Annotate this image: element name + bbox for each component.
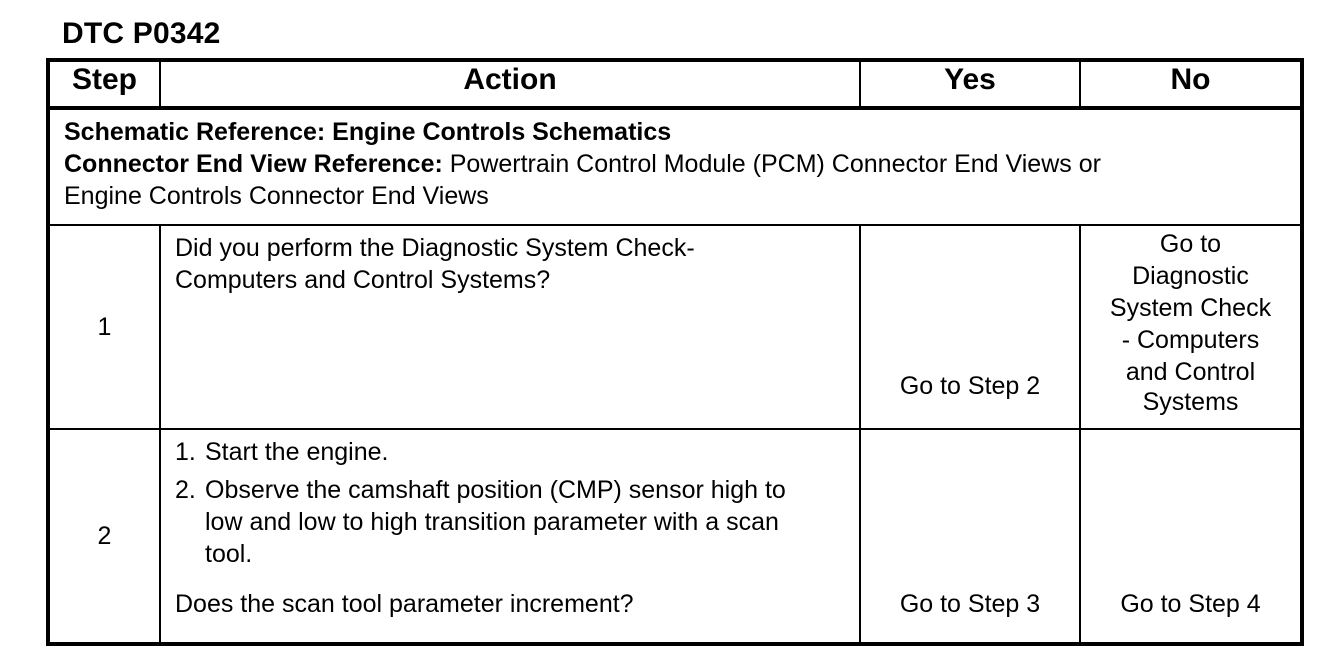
action-line: Did you perform the Diagnostic System Check- xyxy=(175,234,695,262)
no-line: Go to xyxy=(1159,230,1222,258)
substep-number: 1. xyxy=(175,438,196,466)
substep-list xyxy=(175,436,849,570)
substep-text: Start the engine. xyxy=(205,438,389,466)
no-cell xyxy=(1080,225,1302,429)
no-line: System Check xyxy=(1109,294,1272,322)
connector-reference xyxy=(64,148,1290,180)
no-line: Systems xyxy=(1142,388,1239,416)
header-row xyxy=(48,60,1302,108)
substep-text: Observe the camshaft position (CMP) sensor high to low and low to high transition parameter with a scan tool. xyxy=(205,476,786,568)
connector-reference-text-1: Powertrain Control Module (PCM) Connector End Views or xyxy=(442,150,1101,178)
no-result: Go to Step 4 xyxy=(1120,590,1261,618)
no-line: Diagnostic xyxy=(1132,262,1249,290)
list-item xyxy=(175,474,849,570)
yes-cell xyxy=(860,429,1080,644)
yes-result: Go to Step 3 xyxy=(899,590,1041,618)
schematic-reference: Schematic Reference: Engine Controls Schematics xyxy=(64,118,672,146)
action-question: Does the scan tool parameter increment? xyxy=(175,590,634,618)
header-step: Step xyxy=(48,60,160,108)
connector-reference-label: Connector End View Reference: xyxy=(64,150,443,178)
substep-number: 2. xyxy=(175,476,196,504)
step-number: 1 xyxy=(48,225,160,429)
no-line: and Control xyxy=(1125,358,1256,386)
action-cell xyxy=(160,429,860,644)
connector-reference-text-2: Engine Controls Connector End Views xyxy=(64,182,489,210)
yes-cell xyxy=(860,225,1080,429)
list-item xyxy=(175,436,849,468)
table-row xyxy=(48,429,1302,644)
no-cell xyxy=(1080,429,1302,644)
step-number: 2 xyxy=(48,429,160,644)
document-title: DTC P0342 xyxy=(62,17,221,50)
reference-row xyxy=(48,108,1302,225)
header-action: Action xyxy=(160,60,860,108)
no-line: - Computers xyxy=(1121,326,1260,354)
header-yes: Yes xyxy=(860,60,1080,108)
reference-cell xyxy=(48,108,1302,225)
no-result xyxy=(1081,226,1300,416)
action-cell xyxy=(160,225,860,429)
table-row xyxy=(48,225,1302,429)
header-no: No xyxy=(1080,60,1302,108)
action-line: Computers and Control Systems? xyxy=(175,266,551,294)
diagnostic-table xyxy=(46,58,1304,646)
yes-result: Go to Step 2 xyxy=(899,372,1041,400)
